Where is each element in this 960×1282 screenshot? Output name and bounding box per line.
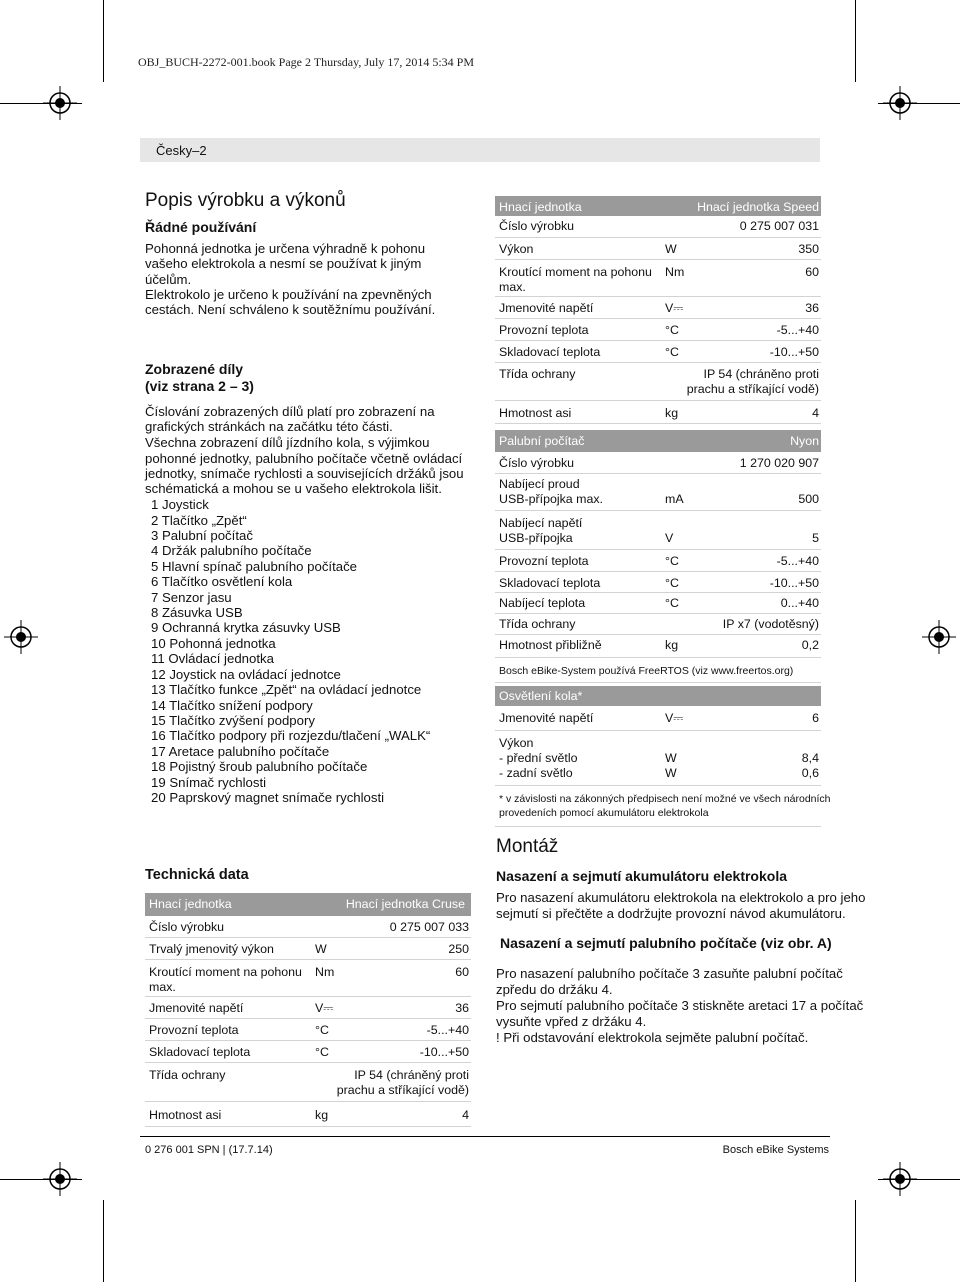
computer-text-2: Pro sejmutí palubního počítače 3 stiskněte aretaci 17 a počítač vysuňte vpřed z držáku 4. bbox=[496, 998, 864, 1030]
row-label: Hmotnost přibližně bbox=[499, 638, 602, 652]
row-unit: V bbox=[665, 531, 674, 545]
list-item: 6 Tlačítko osvětlení kola bbox=[151, 574, 293, 590]
list-item: 8 Zásuvka USB bbox=[151, 605, 243, 621]
list-item: 9 Ochranná krytka zásuvky USB bbox=[151, 620, 341, 636]
row-label-2: max. bbox=[499, 280, 526, 294]
page-language-label: Česky–2 bbox=[156, 143, 207, 158]
row-unit: °C bbox=[665, 345, 679, 359]
row-unit: Nm bbox=[665, 265, 685, 279]
table-row bbox=[495, 593, 821, 614]
list-item: 16 Tlačítko podpory při rozjezdu/tlačení „WALK“ bbox=[151, 728, 431, 744]
row-label: Hmotnost asi bbox=[499, 406, 572, 420]
table-header bbox=[495, 196, 821, 216]
row-value: -10...+50 bbox=[769, 345, 819, 359]
row-label: Nabíjecí teplota bbox=[499, 596, 586, 610]
cruise-spec-table bbox=[145, 893, 471, 1127]
row-value-2: prachu a stříkající vodě) bbox=[686, 382, 819, 396]
table-header-right: Nyon bbox=[790, 434, 819, 448]
table-header-left: Hnací jednotka bbox=[499, 200, 582, 214]
footer-right: Bosch eBike Systems bbox=[722, 1144, 829, 1156]
row-label: Jmenovité napětí bbox=[499, 301, 594, 315]
row-label-2: - přední světlo bbox=[499, 751, 578, 765]
row-label: Trvalý jmenovitý výkon bbox=[149, 942, 274, 956]
row-value: 350 bbox=[798, 242, 819, 256]
row-value: 4 bbox=[462, 1108, 469, 1122]
row-value: 500 bbox=[798, 492, 819, 506]
row-value: 36 bbox=[805, 301, 819, 315]
registration-mark-icon bbox=[883, 1162, 917, 1196]
table-row bbox=[145, 997, 471, 1019]
parts-heading-ref: (viz strana 2 – 3) bbox=[145, 378, 254, 394]
use-heading: Řádné používání bbox=[145, 219, 257, 235]
row-label-2: max. bbox=[149, 980, 176, 994]
table-note-row bbox=[495, 658, 821, 683]
parts-note: Všechna zobrazení dílů jízdního kola, s výjimkou pohonné jednotky, palubního počítače včetně ovládací jednotky, snímače rychlosti a souvisejících držáků jsou schématická a mohou se u vašeho elektrokola lišit. bbox=[145, 435, 464, 497]
freertos-note: Bosch eBike-System používá FreeRTOS (viz www.freertos.org) bbox=[499, 665, 794, 677]
table-row bbox=[495, 319, 821, 341]
row-label: Třída ochrany bbox=[499, 617, 576, 631]
table-header bbox=[495, 430, 821, 452]
row-label: Kroutící moment na pohonu bbox=[149, 965, 302, 979]
table-row bbox=[495, 452, 821, 474]
print-slug: OBJ_BUCH-2272-001.book Page 2 Thursday, July 17, 2014 5:34 PM bbox=[138, 55, 475, 69]
row-value: 8,4 bbox=[801, 751, 819, 765]
row-unit: °C bbox=[315, 1023, 329, 1037]
row-unit: °C bbox=[315, 1045, 329, 1059]
list-item: 12 Joystick na ovládací jednotce bbox=[151, 666, 341, 682]
row-unit: kg bbox=[315, 1108, 329, 1122]
row-value: -5...+40 bbox=[426, 1023, 469, 1037]
row-label: Skladovací teplota bbox=[499, 345, 601, 359]
page-header-bar bbox=[140, 138, 820, 162]
footer-rule bbox=[140, 1136, 830, 1137]
list-item: 14 Tlačítko snížení podpory bbox=[151, 697, 313, 713]
table-row bbox=[145, 1063, 471, 1102]
row-value: 0 275 007 031 bbox=[739, 219, 819, 233]
table-header-left: Palubní počítač bbox=[499, 434, 585, 448]
row-value: 0 275 007 033 bbox=[389, 920, 469, 934]
row-label-2: USB-přípojka max. bbox=[499, 492, 603, 506]
row-unit: V⎓ bbox=[665, 301, 684, 315]
table-row bbox=[495, 260, 821, 297]
row-unit: V⎓ bbox=[665, 711, 684, 725]
row-unit: W bbox=[665, 242, 677, 256]
row-value: 6 bbox=[812, 711, 819, 725]
row-value-2: prachu a stříkající vodě) bbox=[336, 1083, 469, 1097]
row-label: Skladovací teplota bbox=[149, 1045, 251, 1059]
list-item: 11 Ovládací jednotka bbox=[151, 651, 274, 667]
row-value: 36 bbox=[455, 1001, 469, 1015]
table-row bbox=[145, 916, 471, 938]
table-header-right: Hnací jednotka Cruse bbox=[345, 897, 465, 911]
row-label-2: USB-přípojka bbox=[499, 531, 573, 545]
light-spec-table bbox=[495, 686, 831, 827]
computer-text-1: Pro nasazení palubního počítače 3 zasuňte palubní počítač zpředu do držáku 4. bbox=[496, 966, 843, 998]
list-item: 17 Aretace palubního počítače bbox=[151, 743, 330, 759]
table-row bbox=[495, 216, 821, 238]
row-value: IP 54 (chráněný proti bbox=[354, 1068, 469, 1082]
footer-left: 0 276 001 SPN | (17.7.14) bbox=[145, 1144, 273, 1156]
table-row bbox=[495, 474, 821, 511]
row-unit: °C bbox=[665, 576, 679, 590]
row-unit: W bbox=[315, 942, 327, 956]
table-row bbox=[495, 297, 821, 319]
row-label: Skladovací teplota bbox=[499, 576, 601, 590]
row-unit: kg bbox=[665, 638, 679, 652]
table-row bbox=[495, 731, 821, 786]
table-row bbox=[145, 1102, 471, 1127]
left-column bbox=[145, 190, 465, 317]
computer-text-3: ! Při odstavování elektrokola sejměte palubní počítač. bbox=[496, 1030, 809, 1046]
light-footnote: * v závislosti na zákonných předpisech není možné ve všech národních provedeních pomocí akumulátoru elektrokola bbox=[499, 793, 831, 819]
list-item: 10 Pohonná jednotka bbox=[151, 635, 276, 651]
speed-spec-table bbox=[495, 196, 821, 424]
table-header bbox=[145, 893, 471, 916]
row-value: IP x7 (vodotěsný) bbox=[722, 617, 819, 631]
table-row bbox=[495, 363, 821, 401]
row-unit: °C bbox=[665, 596, 679, 610]
row-label: Kroutící moment na pohonu bbox=[499, 265, 652, 279]
row-label: Provozní teplota bbox=[499, 323, 589, 337]
row-label: Nabíjecí proud bbox=[499, 477, 580, 491]
list-item: 2 Tlačítko „Zpět“ bbox=[151, 512, 247, 528]
table-header bbox=[495, 686, 821, 706]
use-text-1: Pohonná jednotka je určena výhradně k pohonu vašeho elektrokola a nesmí se používat k jiným účelům. bbox=[145, 241, 426, 287]
row-value: 0,6 bbox=[801, 766, 819, 780]
parts-heading: Zobrazené díly bbox=[145, 361, 244, 377]
list-item: 3 Palubní počítač bbox=[151, 528, 253, 544]
row-label: Provozní teplota bbox=[149, 1023, 239, 1037]
table-row bbox=[495, 614, 821, 635]
tech-data-heading: Technická data bbox=[145, 867, 249, 883]
registration-mark-icon bbox=[922, 620, 956, 654]
row-label: Nabíjecí napětí bbox=[499, 516, 583, 530]
row-value: -5...+40 bbox=[776, 323, 819, 337]
table-header-left: Osvětlení kola* bbox=[499, 689, 583, 703]
list-item: 1 Joystick bbox=[151, 497, 209, 513]
parts-intro: Číslování zobrazených dílů platí pro zobrazení na grafických stránkách na začátku této části. bbox=[145, 404, 435, 435]
row-label: Číslo výrobku bbox=[149, 920, 225, 934]
table-row bbox=[495, 572, 821, 593]
row-value: -10...+50 bbox=[419, 1045, 469, 1059]
table-row bbox=[495, 341, 821, 363]
row-label: Výkon bbox=[499, 736, 534, 750]
table-row bbox=[495, 238, 821, 260]
row-label: Hmotnost asi bbox=[149, 1108, 222, 1122]
row-unit: Nm bbox=[315, 965, 335, 979]
list-item: 5 Hlavní spínač palubního počítače bbox=[151, 558, 358, 574]
battery-text: Pro nasazení akumulátoru elektrokola na elektrokolo a pro jeho sejmutí si přečtěte a dodržujte provozní návod akumulátoru. bbox=[496, 890, 866, 922]
list-item: 19 Snímač rychlosti bbox=[151, 774, 267, 790]
table-header-right: Hnací jednotka Speed bbox=[697, 200, 819, 214]
row-value: -5...+40 bbox=[776, 554, 819, 568]
table-row bbox=[145, 1041, 471, 1063]
table-header-left: Hnací jednotka bbox=[149, 897, 232, 911]
row-label: Číslo výrobku bbox=[499, 456, 575, 470]
row-label: Třída ochrany bbox=[499, 367, 576, 381]
row-value: 60 bbox=[805, 265, 819, 279]
row-label: Jmenovité napětí bbox=[149, 1001, 244, 1015]
row-value: IP 54 (chráněno proti bbox=[703, 367, 819, 381]
row-value: 1 270 020 907 bbox=[739, 456, 819, 470]
list-item: 20 Paprskový magnet snímače rychlosti bbox=[151, 789, 385, 805]
table-row bbox=[495, 401, 821, 424]
row-unit: °C bbox=[665, 323, 679, 337]
row-value: 0...+40 bbox=[780, 596, 819, 610]
list-item: 7 Senzor jasu bbox=[151, 589, 232, 605]
registration-mark-icon bbox=[43, 1162, 77, 1196]
row-label: Třída ochrany bbox=[149, 1068, 226, 1082]
row-unit: W bbox=[665, 766, 677, 780]
computer-heading: Nasazení a sejmutí palubního počítače (viz obr. A) bbox=[500, 935, 832, 952]
registration-mark-icon bbox=[4, 620, 38, 654]
row-label: Číslo výrobku bbox=[499, 219, 575, 233]
parts-list bbox=[145, 497, 465, 805]
row-label: Jmenovité napětí bbox=[499, 711, 594, 725]
row-unit: °C bbox=[665, 554, 679, 568]
row-value: 60 bbox=[455, 965, 469, 979]
row-label: Výkon bbox=[499, 242, 534, 256]
mount-section bbox=[496, 836, 886, 1046]
row-value: 5 bbox=[812, 531, 819, 545]
table-row bbox=[145, 960, 471, 997]
list-item: 15 Tlačítko zvýšení podpory bbox=[151, 712, 315, 728]
row-unit: kg bbox=[665, 406, 679, 420]
list-item: 18 Pojistný šroub palubního počítače bbox=[151, 759, 368, 775]
table-row bbox=[495, 511, 821, 550]
row-unit: V⎓ bbox=[315, 1001, 334, 1015]
battery-heading: Nasazení a sejmutí akumulátoru elektrokola bbox=[496, 868, 787, 884]
registration-mark-icon bbox=[883, 86, 917, 120]
table-row bbox=[145, 938, 471, 960]
list-item: 4 Držák palubního počítače bbox=[151, 543, 312, 559]
row-label-3: - zadní světlo bbox=[499, 766, 573, 780]
row-label: Provozní teplota bbox=[499, 554, 589, 568]
table-row bbox=[495, 706, 821, 731]
table-footnote-row bbox=[495, 786, 831, 827]
row-unit: mA bbox=[665, 492, 684, 506]
row-value: 4 bbox=[812, 406, 819, 420]
row-value: 250 bbox=[448, 942, 469, 956]
computer-spec-table bbox=[495, 430, 821, 683]
table-row bbox=[495, 635, 821, 658]
section-title: Popis výrobku a výkonů bbox=[145, 190, 346, 211]
list-item: 13 Tlačítko funkce „Zpět“ na ovládací jednotce bbox=[151, 682, 422, 698]
row-value: 0,2 bbox=[801, 638, 819, 652]
mount-title: Montáž bbox=[496, 836, 559, 857]
table-row bbox=[495, 550, 821, 572]
row-value: -10...+50 bbox=[769, 576, 819, 590]
parts-section bbox=[145, 361, 465, 805]
registration-mark-icon bbox=[43, 86, 77, 120]
table-row bbox=[145, 1019, 471, 1041]
use-text-2: Elektrokolo je určeno k používání na zpevněných cestách. Není schváleno k soutěžnímu používání. bbox=[145, 286, 436, 318]
row-unit: W bbox=[665, 751, 677, 765]
